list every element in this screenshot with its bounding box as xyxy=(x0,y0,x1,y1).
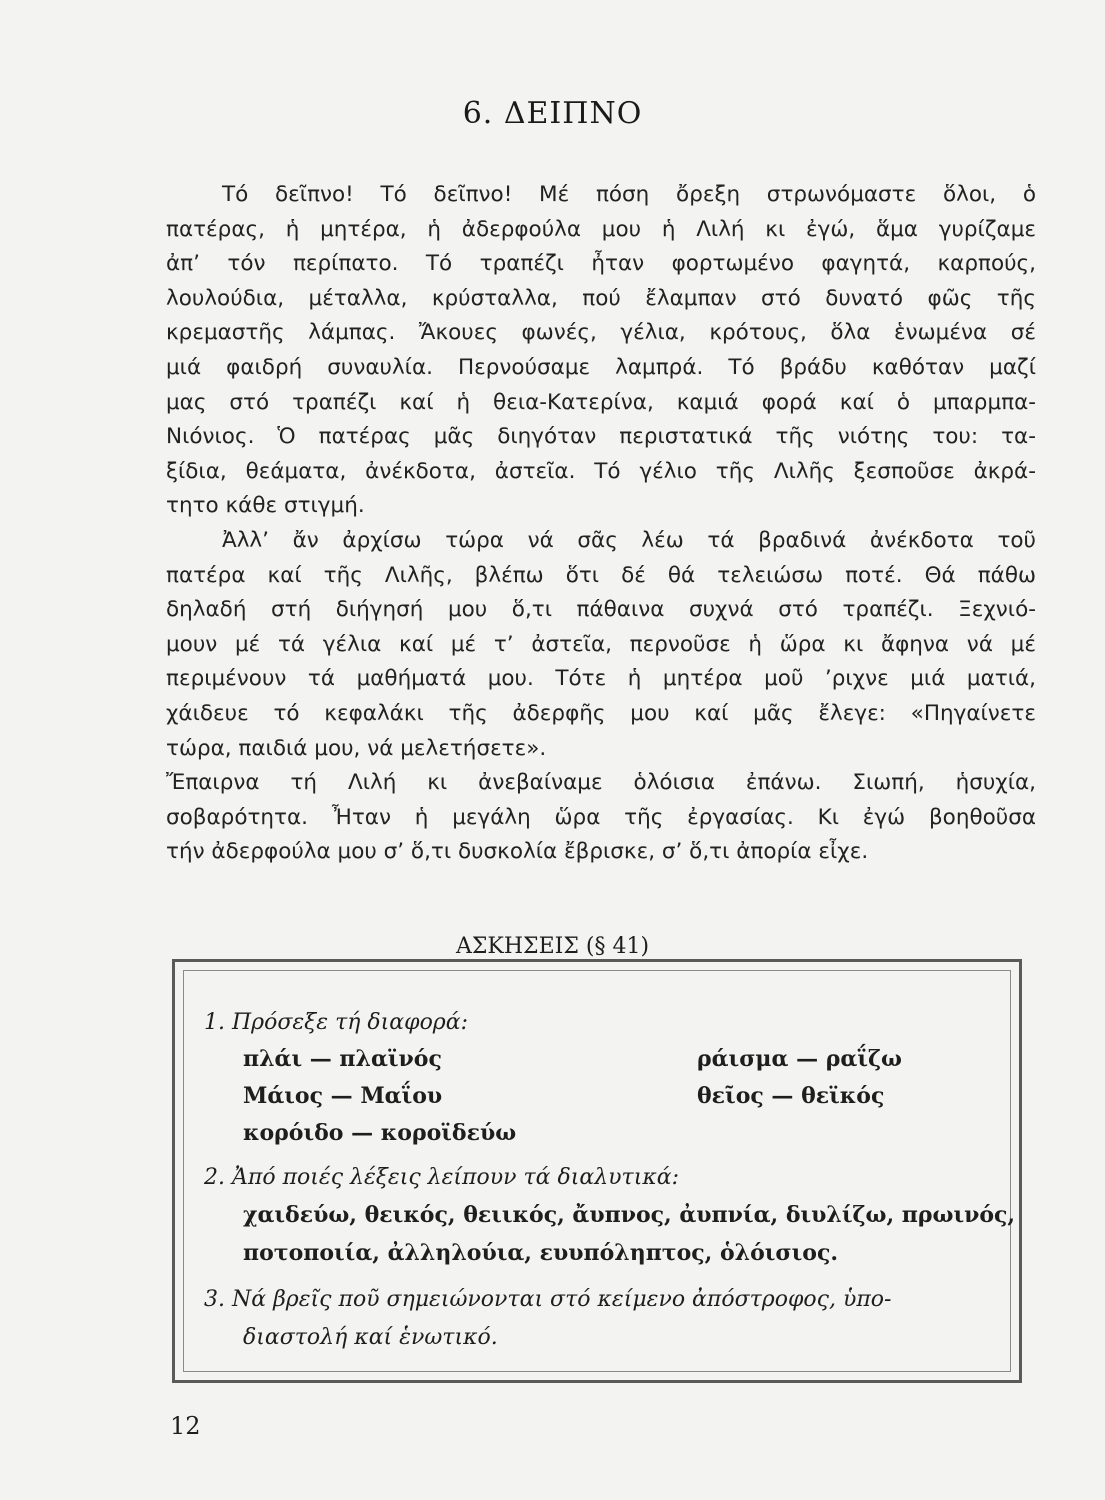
story-line: τητο κάθε στιγμή. xyxy=(166,493,365,519)
exercise-2-prompt: 2. Ἀπό ποιές λέξεις λείπουν τά διαλυτικά: xyxy=(204,1165,680,1190)
exercise-2-words: χαιδεύω, θεικός, θειικός, ἄυπνος, ἀυπνία, διυλίζω, πρωινός, xyxy=(243,1202,1016,1228)
story-line: Τό δεῖπνο! Τό δεῖπνο! Μέ πόση ὄρεξη στρωνόμαστε ὅλοι, ὁ xyxy=(222,182,1036,207)
page-number: 12 xyxy=(170,1412,201,1440)
story-line: Ἔπαιρνα τή Λιλή κι ἀνεβαίναμε ὁλόισια ἐπάνω. Σιωπή, ἡσυχία, xyxy=(166,770,1036,796)
exercise-2-words: ποτοποιία, ἀλληλούια, ευυπόληπτος, ὁλόισιος. xyxy=(243,1240,839,1266)
story-line: δηλαδή στή διήγησή μου ὅ,τι πάθαινα συχνά στό τραπέζι. Ξεχνιό- xyxy=(166,597,1036,623)
story-line: τώρα, παιδιά μου, νά μελετήσετε». xyxy=(166,735,547,761)
chapter-title: 6. ΔΕΙΠΝΟ xyxy=(462,96,643,131)
story-line: κρεμαστῆς λάμπας. Ἄκουες φωνές, γέλια, κρότους, ὅλα ἑνωμένα σέ xyxy=(166,320,1036,346)
story-line: ξίδια, θεάματα, ἀνέκδοτα, ἀστεῖα. Τό γέλιο τῆς Λιλῆς ξεσποῦσε ἀκρά- xyxy=(166,458,1036,484)
story-line: τήν ἀδερφούλα μου σ’ ὅ,τι δυσκολία ἔβρισκε, σ’ ὅ,τι ἀπορία εἶχε. xyxy=(166,839,869,865)
story-line: πατέρα καί τῆς Λιλῆς, βλέπω ὅτι δέ θά τελειώσω ποτέ. Θά πάθω xyxy=(166,562,1036,588)
exercise-3-prompt-cont: διαστολή καί ἑνωτικό. xyxy=(243,1325,498,1350)
exercise-1-pair: κορόιδο — κοροϊδεύω xyxy=(243,1120,517,1146)
story-line: Νιόνιος. Ὁ πατέρας μᾶς διηγόταν περιστατικά τῆς νιότης του: τα- xyxy=(166,424,1036,450)
story-line: πατέρας, ἡ μητέρα, ἡ ἀδερφούλα μου ἡ Λιλή κι ἐγώ, ἅμα γυρίζαμε xyxy=(166,216,1036,242)
story-text xyxy=(166,178,1036,870)
story-line: μας στό τραπέζι καί ἡ θεια-Κατερίνα, καμιά φορά καί ὁ μπαρμπα- xyxy=(166,389,1036,415)
exercise-1-pair: θεῖος — θεϊκός xyxy=(697,1083,885,1109)
story-line: ἀπ’ τόν περίπατο. Τό τραπέζι ἦταν φορτωμένο φαγητά, καρπούς, xyxy=(166,251,1036,277)
exercises-header-text: ΑΣΚΗΣΕΙΣ (§ 41) xyxy=(444,934,661,959)
story-line: περιμένουν τά μαθήματά μου. Τότε ἡ μητέρα μοῦ ’ριχνε μιά ματιά, xyxy=(166,666,1036,692)
story-line: Ἀλλ’ ἄν ἀρχίσω τώρα νά σᾶς λέω τά βραδινά ἀνέκδοτα τοῦ xyxy=(222,527,1036,553)
exercise-1-prompt: 1. Πρόσεξε τή διαφορά: xyxy=(204,1010,469,1035)
story-line: χάιδευε τό κεφαλάκι τῆς ἀδερφῆς μου καί μᾶς ἔλεγε: «Πηγαίνετε xyxy=(166,700,1036,726)
story-line: σοβαρότητα. Ἦταν ἡ μεγάλη ὥρα τῆς ἐργασίας. Κι ἐγώ βοηθοῦσα xyxy=(166,804,1036,830)
story-line: λουλούδια, μέταλλα, κρύσταλλα, πού ἔλαμπαν στό δυνατό φῶς τῆς xyxy=(166,285,1036,311)
story-line: μουν μέ τά γέλια καί μέ τ’ ἀστεῖα, περνοῦσε ἡ ὥρα κι ἄφηνα νά μέ xyxy=(166,631,1036,657)
exercise-3-prompt: 3. Νά βρεῖς ποῦ σημειώνονται στό κείμενο ἀπόστροφος, ὑπο- xyxy=(204,1287,892,1312)
exercise-1-pair: πλάι — πλαϊνός xyxy=(243,1046,442,1072)
exercise-1-pair: Μάιος — Μαΐου xyxy=(243,1083,443,1109)
story-line: μιά φαιδρή συναυλία. Περνούσαμε λαμπρά. Τό βράδυ καθόταν μαζί xyxy=(166,354,1036,380)
exercises-header xyxy=(0,934,1105,959)
exercise-1-pair: ράισμα — ραΐζω xyxy=(697,1046,902,1072)
